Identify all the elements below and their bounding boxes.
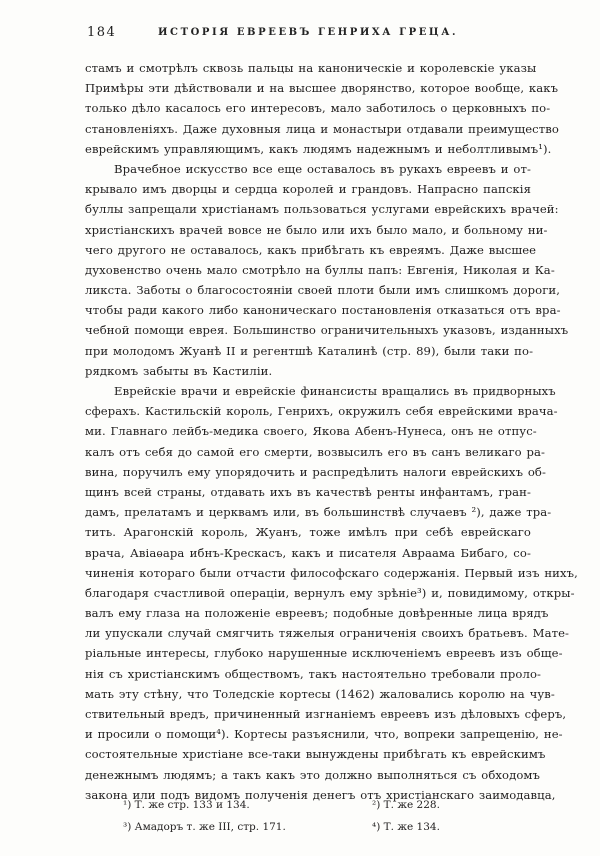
text-line: денежнымъ людямъ; а такъ какъ это должно выполняться съ обходомъ (85, 767, 541, 782)
paragraph (85, 159, 569, 381)
footnotes (85, 795, 531, 838)
text-line: крывало имъ дворцы и сердца королей и грандовъ. Напрасно папскія (85, 182, 531, 197)
footnote-entry: ⁴) Т. же 134. (372, 820, 440, 833)
text-line: стамъ и смотрѣлъ сквозь пальцы на каноническіе и королевскіе указы (85, 61, 537, 75)
text-line: Еврейскіе врачи и еврейскіе финансисты вращались въ придворныхъ (114, 384, 556, 398)
text-line: дамъ, прелатамъ и церквамъ или, въ большинствѣ случаевъ ²), даже тра- (85, 505, 552, 520)
text-line: тить. Арагонскій король, Жуанъ, тоже имѣлъ при себѣ еврейскаго (85, 525, 531, 540)
footnote-row (85, 817, 531, 839)
text-line: Примѣры эти дѣйствовали и на высшее дворянство, которое вообще, какъ (85, 81, 559, 96)
text-line: врача, Авіаѳара ибнъ-Крескасъ, какъ и писателя Авраама Бибаго, со- (85, 545, 531, 560)
text-line: нія съ христіанскимъ обществомъ, такъ настоятельно требовали проло- (85, 666, 542, 681)
text-line: Врачебное искусство все еще оставалось въ рукахъ евреевъ и от- (114, 161, 531, 176)
text-line: состоятельные христіане все-таки вынуждены прибѣгать къ еврейскимъ (85, 747, 546, 762)
text-line: благодаря счастливой операціи, вернулъ ему зрѣніе³) и, повидимому, откры- (85, 585, 575, 600)
text-line: мать эту стѣну, что Толедскіе кортесы (1462) жаловались королю на чув- (85, 686, 555, 701)
page-header (85, 25, 531, 43)
text-line: только дѣло касалось его интересовъ, мало заботилось о церковныхъ по- (85, 101, 551, 116)
page-number: 184 (87, 25, 117, 40)
running-title: ИСТОРІЯ ЕВРЕЕВЪ ГЕНРИХА ГРЕЦА. (157, 27, 459, 38)
text-line: буллы запрещали христіанамъ пользоваться услугами еврейскихъ врачей: (85, 202, 559, 217)
text-line: щинъ всей страны, отдавать ихъ въ качествѣ ренты инфантамъ, гран- (85, 484, 531, 499)
text-line: ли упускали случай смягчить тяжелыя ограниченія своихъ братьевъ. Мате- (85, 626, 570, 641)
text-line: духовенство очень мало смотрѣло на буллы папъ: Евгенія, Николая и Ка- (85, 262, 555, 277)
body-text (85, 58, 578, 805)
text-line: ріальные интересы, глубоко нарушенные исключеніемъ евреевъ изъ обще- (85, 646, 563, 661)
text-line: калъ отъ себя до самой его смерти, возвысилъ его въ санъ великаго ра- (85, 444, 546, 459)
text-line: христіанскихъ врачей вовсе не было или ихъ было мало, и больному ни- (85, 222, 548, 237)
text-line: рядкомъ забыты въ Кастиліи. (85, 363, 273, 378)
text-line: чиненія котораго были отчасти философскаго содержанія. Первый изъ нихъ, (85, 565, 578, 580)
text-line: при молодомъ Жуанѣ II и регентшѣ Каталинѣ (стр. 89), были таки по- (85, 343, 534, 358)
text-line: чтобы ради какого либо каноническаго постановленія отказаться отъ вра- (85, 303, 561, 318)
text-line: еврейскимъ управляющимъ, какъ людямъ надежнымъ и неболтливымъ¹). (85, 141, 552, 156)
footnote-entry: ³) Амадоръ т. же III, стр. 171. (123, 820, 286, 833)
footnote-entry: ¹) Т. же стр. 133 и 134. (123, 799, 250, 811)
footnote-entry: ²) Т. же 228. (372, 799, 440, 811)
text-line: закона или подъ видомъ полученія денегъ отъ христіанскаго заимодавца, (85, 787, 556, 802)
text-line: становленіяхъ. Даже духовныя лица и монастыри отдавали преимущество (85, 121, 559, 136)
paragraph (85, 58, 559, 159)
paragraph (85, 381, 578, 805)
text-line: вина, поручилъ ему упорядочить и распредѣлить налоги еврейскихъ об- (85, 464, 547, 479)
text-line: и просили о помощи⁴). Кортесы разъяснили, что, вопреки запрещенію, не- (85, 727, 563, 742)
text-line: чего другого не оставалось, какъ прибѣгать къ евреямъ. Даже высшее (85, 242, 537, 257)
text-line: ми. Главнаго лейбъ-медика своего, Якова Абенъ-Нунеса, онъ не отпус- (85, 424, 537, 439)
text-line: ствительный вредъ, причиненный изгнаніемъ евреевъ изъ дѣловыхъ сферъ, (85, 707, 567, 721)
footnote-row (85, 795, 531, 817)
text-line: валъ ему глаза на положеніе евреевъ; подобные довѣренные лица врядъ (85, 606, 549, 621)
text-line: сферахъ. Кастильскій король, Генрихъ, окружилъ себя еврейскими врача- (85, 404, 558, 419)
text-line: ликста. Заботы о благосостояніи своей плоти были имъ слишкомъ дороги, (85, 283, 560, 298)
text-line: чебной помощи еврея. Большинство ограничительныхъ указовъ, изданныхъ (85, 323, 569, 338)
